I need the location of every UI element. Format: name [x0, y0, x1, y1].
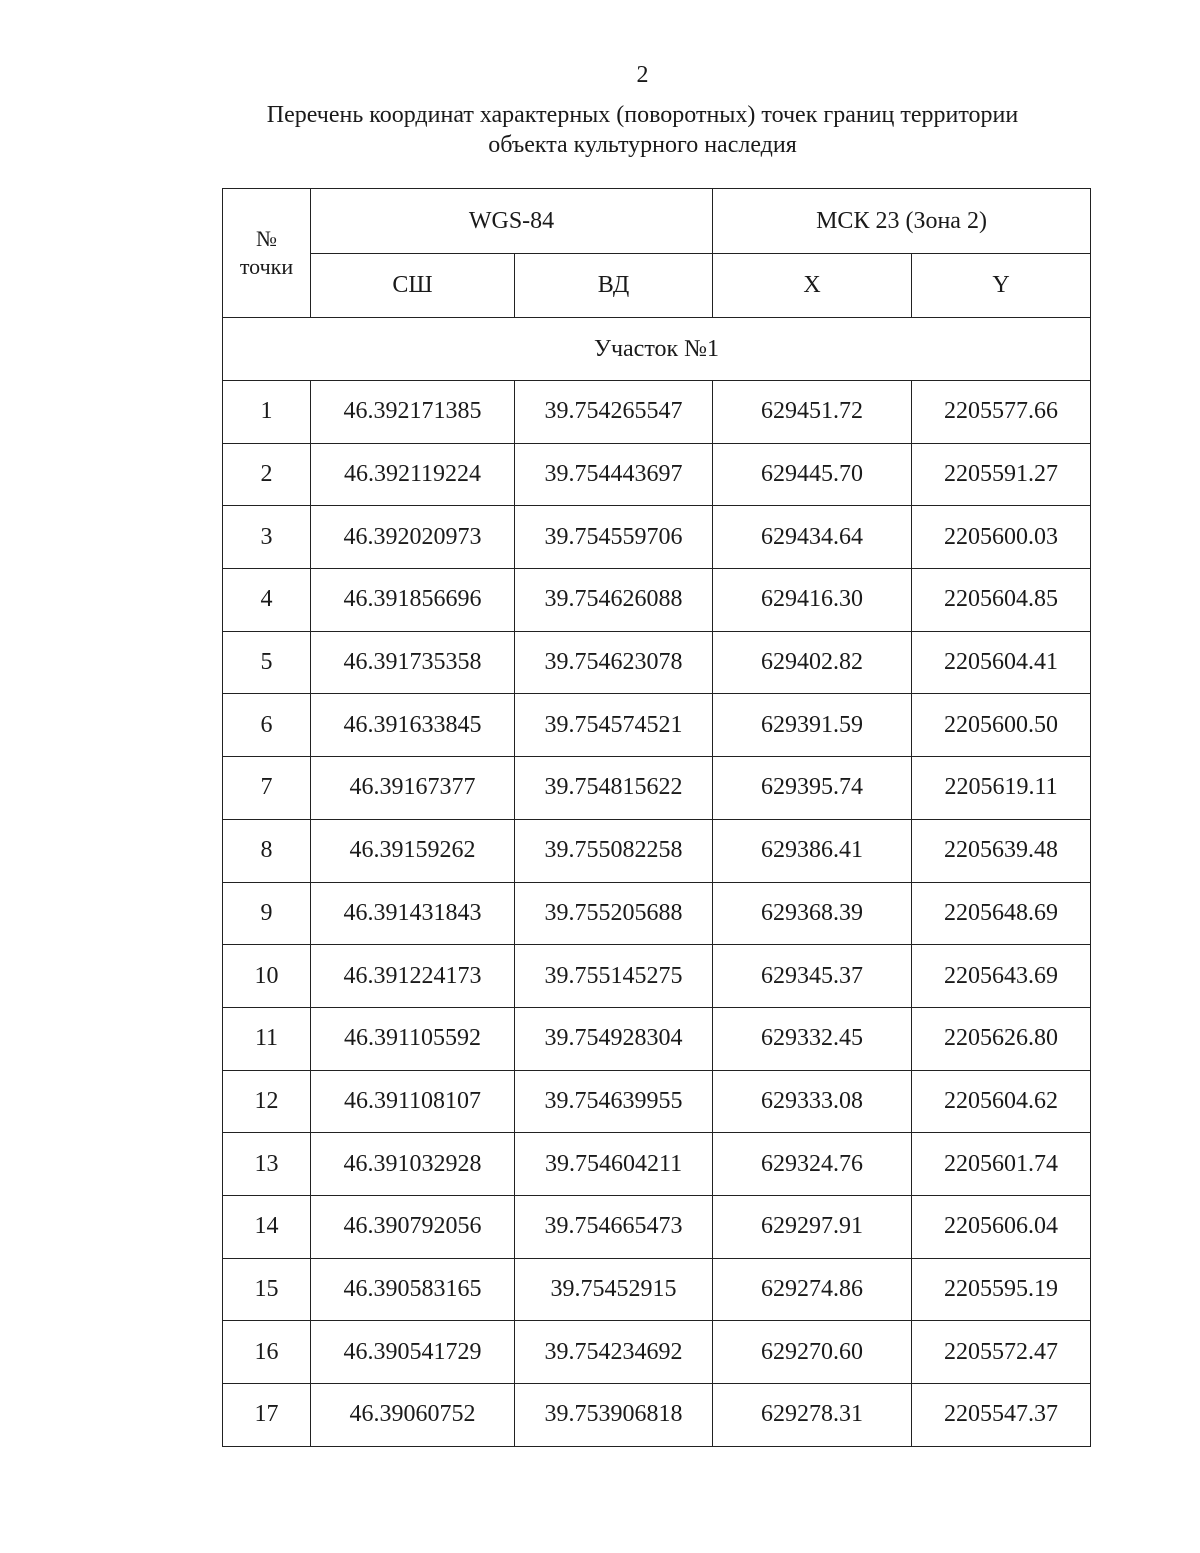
y-coordinate-cell: 2205604.41 — [912, 631, 1091, 694]
longitude-cell: 39.754815622 — [515, 757, 713, 820]
y-coordinate-cell: 2205577.66 — [912, 381, 1091, 444]
point-number-cell: 13 — [223, 1133, 311, 1196]
latitude-cell: 46.391105592 — [311, 1007, 515, 1070]
latitude-cell: 46.391108107 — [311, 1070, 515, 1133]
point-number-cell: 2 — [223, 443, 311, 506]
y-coordinate-cell: 2205604.62 — [912, 1070, 1091, 1133]
x-header: X — [713, 254, 912, 318]
wgs84-header: WGS-84 — [311, 189, 713, 254]
latitude-cell: 46.391856696 — [311, 569, 515, 632]
y-header: Y — [912, 254, 1091, 318]
longitude-cell: 39.753906818 — [515, 1384, 713, 1447]
latitude-cell: 46.39159262 — [311, 819, 515, 882]
point-number-cell: 8 — [223, 819, 311, 882]
y-coordinate-cell: 2205606.04 — [912, 1195, 1091, 1258]
header-row-2 — [223, 254, 1091, 318]
point-number-header-label: точки — [239, 254, 294, 279]
table-row — [223, 882, 1091, 945]
x-coordinate-cell: 629333.08 — [713, 1070, 912, 1133]
y-coordinate-cell: 2205601.74 — [912, 1133, 1091, 1196]
longitude-cell: 39.754443697 — [515, 443, 713, 506]
y-coordinate-cell: 2205639.48 — [912, 819, 1091, 882]
table-row — [223, 1321, 1091, 1384]
latitude-cell: 46.39060752 — [311, 1384, 515, 1447]
latitude-cell: 46.39167377 — [311, 757, 515, 820]
x-coordinate-cell: 629386.41 — [713, 819, 912, 882]
x-coordinate-cell: 629402.82 — [713, 631, 912, 694]
y-coordinate-cell: 2205547.37 — [912, 1384, 1091, 1447]
longitude-cell: 39.754639955 — [515, 1070, 713, 1133]
y-coordinate-cell: 2205626.80 — [912, 1007, 1091, 1070]
point-number-cell: 11 — [223, 1007, 311, 1070]
point-number-cell: 14 — [223, 1195, 311, 1258]
longitude-cell: 39.75452915 — [515, 1258, 713, 1321]
table-row — [223, 1384, 1091, 1447]
point-number-cell: 7 — [223, 757, 311, 820]
point-number-cell: 12 — [223, 1070, 311, 1133]
point-number-cell: 16 — [223, 1321, 311, 1384]
x-coordinate-cell: 629332.45 — [713, 1007, 912, 1070]
table-row — [223, 506, 1091, 569]
point-number-cell: 1 — [223, 381, 311, 444]
point-number-cell: 17 — [223, 1384, 311, 1447]
y-coordinate-cell: 2205619.11 — [912, 757, 1091, 820]
table-header — [223, 189, 1091, 318]
x-coordinate-cell: 629445.70 — [713, 443, 912, 506]
longitude-cell: 39.754559706 — [515, 506, 713, 569]
point-number-cell: 4 — [223, 569, 311, 632]
y-coordinate-cell: 2205572.47 — [912, 1321, 1091, 1384]
y-coordinate-cell: 2205604.85 — [912, 569, 1091, 632]
y-coordinate-cell: 2205600.03 — [912, 506, 1091, 569]
document-title-line-1: Перечень координат характерных (поворотных) точек границ территории — [266, 102, 1019, 128]
latitude-cell: 46.392171385 — [311, 381, 515, 444]
longitude-cell: 39.754574521 — [515, 694, 713, 757]
x-coordinate-cell: 629416.30 — [713, 569, 912, 632]
header-row-1 — [223, 189, 1091, 254]
longitude-cell: 39.754604211 — [515, 1133, 713, 1196]
point-number-cell: 5 — [223, 631, 311, 694]
table-body — [223, 318, 1091, 1447]
table-row — [223, 1133, 1091, 1196]
table-row — [223, 1258, 1091, 1321]
section-label: Участок №1 — [223, 318, 1091, 381]
x-coordinate-cell: 629278.31 — [713, 1384, 912, 1447]
latitude-cell: 46.391633845 — [311, 694, 515, 757]
latitude-cell: 46.391032928 — [311, 1133, 515, 1196]
x-coordinate-cell: 629434.64 — [713, 506, 912, 569]
longitude-cell: 39.754234692 — [515, 1321, 713, 1384]
table-row — [223, 819, 1091, 882]
y-coordinate-cell: 2205595.19 — [912, 1258, 1091, 1321]
x-coordinate-cell: 629395.74 — [713, 757, 912, 820]
longitude-cell: 39.754665473 — [515, 1195, 713, 1258]
point-number-cell: 15 — [223, 1258, 311, 1321]
latitude-cell: 46.390792056 — [311, 1195, 515, 1258]
point-number-header — [223, 189, 311, 318]
point-number-cell: 10 — [223, 945, 311, 1008]
table-row — [223, 1070, 1091, 1133]
latitude-cell: 46.391735358 — [311, 631, 515, 694]
x-coordinate-cell: 629274.86 — [713, 1258, 912, 1321]
table-row — [223, 757, 1091, 820]
longitude-cell: 39.755082258 — [515, 819, 713, 882]
table-row — [223, 631, 1091, 694]
y-coordinate-cell: 2205643.69 — [912, 945, 1091, 1008]
longitude-cell: 39.754623078 — [515, 631, 713, 694]
coordinates-table — [222, 188, 1091, 1447]
section-row — [223, 318, 1091, 381]
page-number: 2 — [636, 62, 649, 88]
x-coordinate-cell: 629391.59 — [713, 694, 912, 757]
longitude-cell: 39.754265547 — [515, 381, 713, 444]
point-number-cell: 6 — [223, 694, 311, 757]
longitude-cell: 39.754928304 — [515, 1007, 713, 1070]
table-row — [223, 945, 1091, 1008]
y-coordinate-cell: 2205600.50 — [912, 694, 1091, 757]
longitude-cell: 39.755205688 — [515, 882, 713, 945]
document-title-line-2: объекта культурного наследия — [488, 132, 797, 158]
longitude-cell: 39.755145275 — [515, 945, 713, 1008]
point-number-cell: 9 — [223, 882, 311, 945]
table-row — [223, 1195, 1091, 1258]
x-coordinate-cell: 629324.76 — [713, 1133, 912, 1196]
y-coordinate-cell: 2205648.69 — [912, 882, 1091, 945]
latitude-cell: 46.392119224 — [311, 443, 515, 506]
document-title — [0, 100, 1200, 160]
longitude-header: ВД — [515, 254, 713, 318]
x-coordinate-cell: 629297.91 — [713, 1195, 912, 1258]
table-row — [223, 1007, 1091, 1070]
latitude-cell: 46.392020973 — [311, 506, 515, 569]
table-row — [223, 694, 1091, 757]
point-number-cell: 3 — [223, 506, 311, 569]
msk23-header: МСК 23 (Зона 2) — [713, 189, 1091, 254]
latitude-cell: 46.390583165 — [311, 1258, 515, 1321]
x-coordinate-cell: 629451.72 — [713, 381, 912, 444]
latitude-cell: 46.390541729 — [311, 1321, 515, 1384]
point-number-header-sign: № — [256, 226, 277, 251]
latitude-header: СШ — [311, 254, 515, 318]
longitude-cell: 39.754626088 — [515, 569, 713, 632]
x-coordinate-cell: 629345.37 — [713, 945, 912, 1008]
table-row — [223, 381, 1091, 444]
latitude-cell: 46.391431843 — [311, 882, 515, 945]
table-row — [223, 569, 1091, 632]
x-coordinate-cell: 629368.39 — [713, 882, 912, 945]
latitude-cell: 46.391224173 — [311, 945, 515, 1008]
table-row — [223, 443, 1091, 506]
x-coordinate-cell: 629270.60 — [713, 1321, 912, 1384]
y-coordinate-cell: 2205591.27 — [912, 443, 1091, 506]
